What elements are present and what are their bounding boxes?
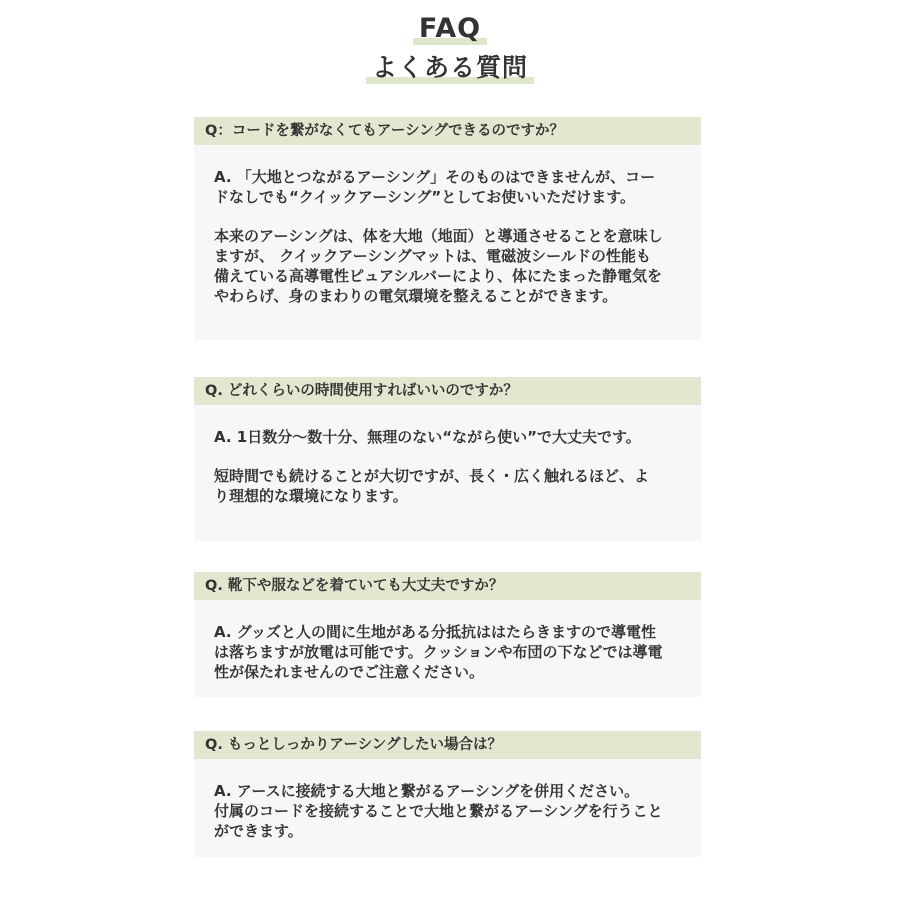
faq-item-2 bbox=[194, 377, 701, 541]
faq-item-3 bbox=[194, 572, 701, 697]
faq-heading-text: FAQ bbox=[419, 11, 481, 47]
faq-answer-2-paragraph-2: 短時間でも続けることが大切ですが、長く・広く触れるほど、よ り理想的な環境になります。 bbox=[214, 467, 650, 505]
faq-item-1 bbox=[194, 117, 701, 340]
faq-answer-2-paragraph-1: A. 1日数分〜数十分、無理のない“ながら使い”で大丈夫です。 bbox=[214, 428, 641, 446]
faq-answer-1-paragraph-1: A. 「大地とつながるアーシング」そのものはできませんが、コー ドなしでも“クイックアーシング”としてお使いいただけます。 bbox=[214, 168, 656, 206]
faq-question-4: Q. もっとしっかりアーシングしたい場合は？ bbox=[194, 731, 701, 759]
faq-subheading-text: よくある質問 bbox=[372, 50, 528, 86]
faq-heading bbox=[0, 11, 900, 47]
faq-answer-4-paragraph-1: A. アースに接続する大地と繋がるアーシングを併用ください。 付属のコードを接続することで大地と繋がるアーシングを行うこと ができます。 bbox=[214, 782, 663, 840]
faq-answer-4 bbox=[194, 759, 701, 857]
faq-question-2: Q. どれくらいの時間使用すればいいのですか？ bbox=[194, 377, 701, 405]
faq-answer-1 bbox=[194, 145, 701, 340]
faq-answer-2 bbox=[194, 405, 701, 541]
faq-answer-3 bbox=[194, 600, 701, 697]
faq-question-1: Q：コードを繋がなくてもアーシングできるのですか？ bbox=[194, 117, 701, 145]
faq-question-3: Q. 靴下や服などを着ていても大丈夫ですか？ bbox=[194, 572, 701, 600]
faq-item-4 bbox=[194, 731, 701, 857]
faq-subheading bbox=[0, 50, 900, 86]
faq-answer-3-paragraph-1: A. グッズと人の間に生地がある分抵抗ははたらきますので導電性 は落ちますが放電は可能です。クッションや布団の下などでは導電 性が保たれませんのでご注意ください。 bbox=[214, 623, 663, 681]
faq-answer-1-paragraph-2: 本来のアーシングは、体を大地（地面）と導通させることを意味し ますが、 クイックアーシングマットは、電磁波シールドの性能も 備えている高導電性ピュアシルバーにより、体にたまった静電気を やわらげ、身のまわりの電気環境を整えることができます。 bbox=[214, 227, 663, 305]
